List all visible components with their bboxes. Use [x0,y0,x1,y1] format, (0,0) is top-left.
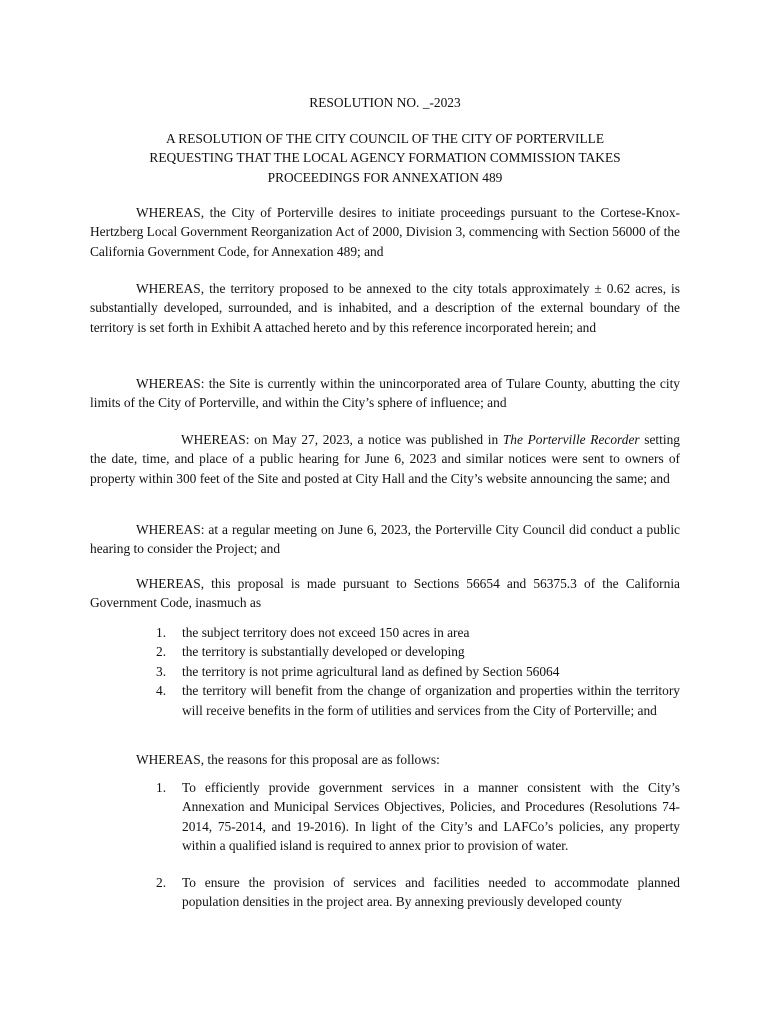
list-item [156,873,680,912]
list-item-text: the territory will benefit from the change of organization and properties within the territory will receive benefits in the form of utilities and services from the City of Porterville; and [182,683,680,718]
list-item-text: To efficiently provide government services in a manner consistent with the City’s Annexation and Municipal Services Objectives, Policies, and Procedures (Resolutions 74-2014, 75-2014, and 19-2016). In light of the City’s and LAFCo’s policies, any property within a qualified island is required to annex prior to provision of water. [182,780,680,854]
list-number: 3. [156,663,167,679]
list-item [156,623,680,642]
list-item [156,681,680,720]
list-number: 1. [156,780,167,795]
list-item [156,642,680,661]
list-number: 2. [156,644,167,660]
heading-line: A RESOLUTION OF THE CITY COUNCIL OF THE CITY OF PORTERVILLE [165,131,605,146]
whereas-paragraph-3: WHEREAS: the Site is currently within the unincorporated area of Tulare County, abutting the city limits of the City of Porterville, and within the City’s sphere of influence; and [90,376,680,411]
list-item-text: To ensure the provision of services and facilities needed to accommodate planned population densities in the project area. By annexing previously developed county [182,874,680,910]
list-number: 1. [156,625,167,640]
whereas-4-text-before: WHEREAS: on May 27, 2023, a notice was published in [181,432,503,447]
whereas-paragraph-1: WHEREAS, the City of Porterville desires to initiate proceedings pursuant to the Cortese-Knox-Hertzberg Local Government Reorganization Act of 2000, Division 3, commencing with Section 56000 of the California Government Code, for Annexation 489; and [90,205,680,259]
reasons-list [156,778,680,911]
heading-line: REQUESTING THAT THE LOCAL AGENCY FORMATION COMMISSION TAKES [149,150,621,166]
list-item [156,662,680,681]
list-number: 4. [156,683,167,699]
heading-line: PROCEEDINGS FOR ANNEXATION 489 [267,169,503,185]
list-gap [156,856,680,873]
resolution-heading [90,129,680,187]
list-number: 2. [156,874,167,890]
list-item-text: the territory is substantially developed or developing [182,644,465,660]
whereas-4-text-after: setting the date, time, and place of a public hearing for June 6, 2023 and similar notices were sent to owners of property within 300 feet of the Site and posted at City Hall and the City’s website announcing the same; and [90,432,680,486]
conditions-list [156,623,680,720]
list-item-text: the subject territory does not exceed 150 acres in area [182,625,470,640]
whereas-paragraph-2: WHEREAS, the territory proposed to be annexed to the city totals approximately ± 0.62 acres, is substantially developed, surrounded, and is inhabited, and a description of the external boundary of the territory is set forth in Exhibit A attached hereto and by this reference incorporated herein; and [90,281,680,335]
whereas-paragraph-5: WHEREAS: at a regular meeting on June 6, 2023, the Porterville City Council did conduct a public hearing to consider the Project; and [90,522,680,557]
whereas-paragraph-4 [90,430,680,488]
newspaper-name: The Porterville Recorder [502,432,640,447]
whereas-paragraph-7: WHEREAS, the reasons for this proposal are as follows: [136,752,440,767]
resolution-title: RESOLUTION NO. _-2023 [309,95,461,110]
whereas-paragraph-6: WHEREAS, this proposal is made pursuant to Sections 56654 and 56375.3 of the California Government Code, inasmuch as [90,576,680,611]
list-item-text: the territory is not prime agricultural land as defined by Section 56064 [182,663,560,679]
list-item [156,778,680,856]
